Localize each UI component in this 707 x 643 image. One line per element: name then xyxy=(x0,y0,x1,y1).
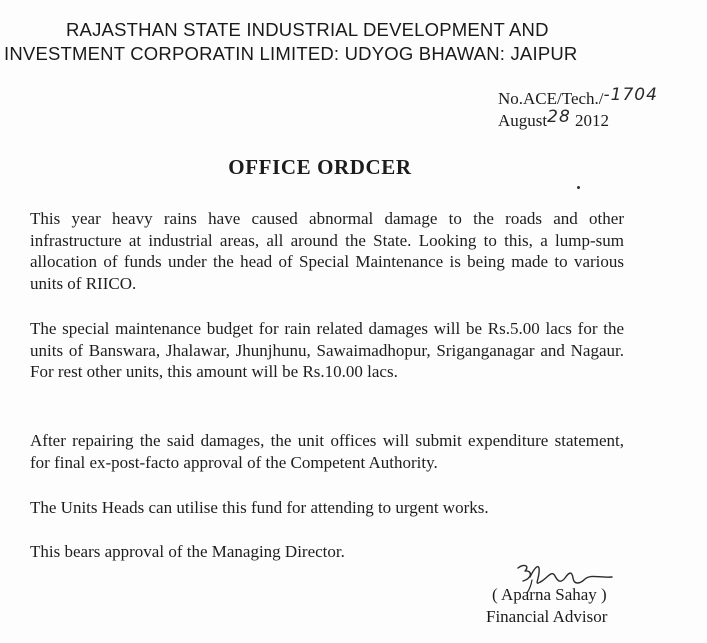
reference-number-prefix: No.ACE/Tech./ xyxy=(498,89,604,108)
body-paragraph-1: This year heavy rains have caused abnormal damage to the roads and other infrastructure at industrial areas, all around the State. Looking to this, a lump-sum allocation of funds under the head of Special Maintenance is being made to various units of RIICO. xyxy=(30,209,624,293)
letterhead-line-1: RAJASTHAN STATE INDUSTRIAL DEVELOPMENT AND xyxy=(66,19,549,40)
reference-block xyxy=(498,85,658,132)
signatory-designation: Financial Advisor xyxy=(486,607,608,626)
signatory-block xyxy=(486,584,607,628)
signatory-name: ( Aparna Sahay ) xyxy=(492,585,607,604)
reference-number-handwritten: -1704 xyxy=(603,85,658,105)
body-paragraph-3: After repairing the said damages, the unit offices will submit expenditure statement, for final ex-post-facto approval of the Competent Authority. xyxy=(30,431,624,472)
ink-speck xyxy=(577,186,580,189)
body-paragraph-4: The Units Heads can utilise this fund for attending to urgent works. xyxy=(30,498,489,517)
reference-date xyxy=(498,107,658,132)
document-title: OFFICE ORDCER xyxy=(228,155,412,179)
date-year: 2012 xyxy=(575,111,610,130)
reference-number xyxy=(498,85,658,110)
date-day-handwritten: 28 xyxy=(547,107,571,127)
letterhead-line-2: INVESTMENT CORPORATIN LIMITED: UDYOG BHAWAN: JAIPUR xyxy=(4,43,578,64)
body-paragraph-5: This bears approval of the Managing Director. xyxy=(30,542,345,561)
body-paragraph-2: The special maintenance budget for rain related damages will be Rs.5.00 lacs for the units of Banswara, Jhalawar, Jhunjhunu, Sawaimadhopur, Sriganganagar and Nagaur. For rest other units, this amount will be Rs.10.00 lacs. xyxy=(30,319,624,381)
letterhead xyxy=(0,18,640,66)
date-month: August xyxy=(498,111,548,130)
